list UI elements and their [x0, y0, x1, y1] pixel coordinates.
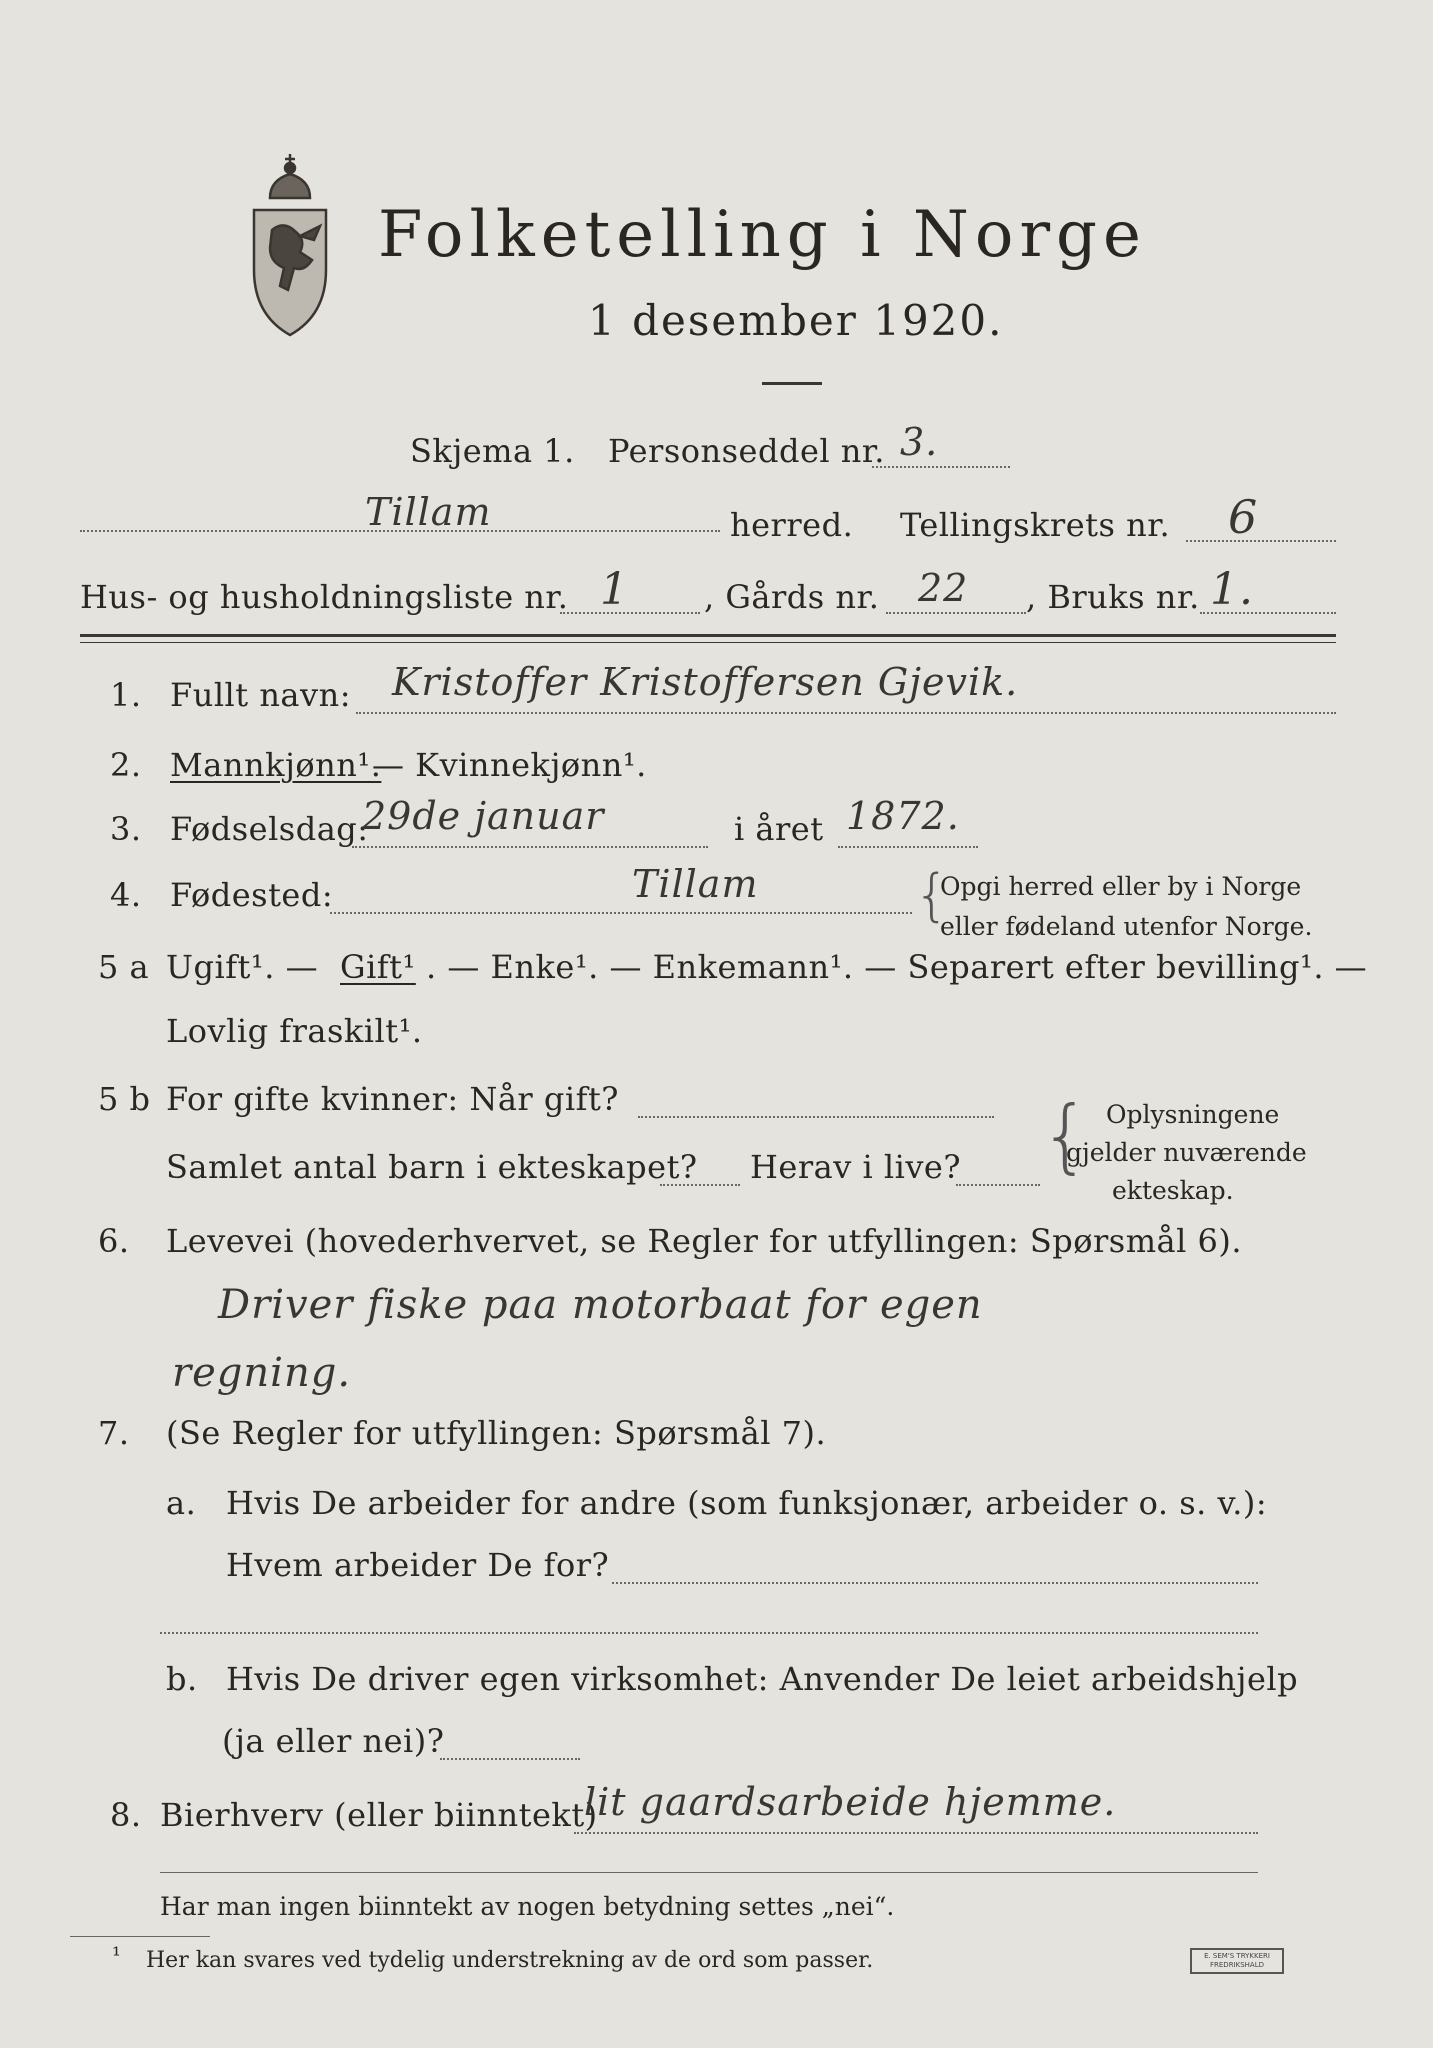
section-rule-bottom: [80, 642, 1336, 643]
q7a-employer-line2: [160, 1632, 1258, 1634]
gards-label: , Gårds nr.: [704, 578, 880, 616]
q5b-brace: {: [1040, 1089, 1091, 1182]
q7a-employer-label: Hvem arbeider De for?: [226, 1546, 610, 1584]
herred-label: herred.: [730, 506, 854, 544]
hus-label: Hus- og husholdningsliste nr.: [80, 578, 569, 616]
q4-line: [330, 912, 912, 914]
q2-number: 2.: [110, 746, 142, 784]
bleed-through-text: [520, 96, 528, 124]
q6-label: Levevei (hovederhvervet, se Regler for utfyllingen: Spørsmål 6).: [166, 1222, 1243, 1260]
hus-value: 1: [600, 564, 629, 615]
tellingskrets-value: 6: [1228, 490, 1259, 544]
footnote-mark: ¹: [112, 1944, 121, 1969]
skjema-label: Skjema 1.: [410, 432, 575, 470]
q7b-number: b.: [166, 1660, 198, 1698]
q3-year-line: [838, 846, 978, 848]
q4-note-line1: Opgi herred eller by i Norge: [940, 872, 1302, 901]
tellingskrets-line: [1186, 540, 1336, 542]
q4-note-line2: eller fødeland utenfor Norge.: [940, 912, 1313, 941]
q3-year-label: i året: [734, 810, 824, 848]
q4-label: Fødested:: [170, 876, 334, 914]
q5b-note-line2: gjelder nuværende: [1066, 1138, 1307, 1167]
q1-number: 1.: [110, 676, 142, 714]
q8-value: lit gaardsarbeide hjemme.: [584, 1780, 1117, 1824]
q7-number: 7.: [98, 1414, 130, 1452]
q5b-children-line: [660, 1184, 740, 1186]
q5a-other-options: . — Enke¹. — Enkemann¹. — Separert efter bevilling¹. —: [426, 948, 1368, 986]
q5a-ugift: Ugift¹. —: [166, 948, 319, 986]
tellingskrets-label: Tellingskrets nr.: [900, 506, 1171, 544]
q6-value-line1: Driver fiske paa motorbaat for egen: [218, 1282, 983, 1328]
footnote-rule: [70, 1936, 210, 1937]
personseddel-value: 3.: [900, 420, 939, 464]
form-title: Folketelling i Norge: [378, 198, 1147, 272]
q2-kvinnekjonn: — Kvinnekjønn¹.: [372, 746, 647, 784]
q4-number: 4.: [110, 876, 142, 914]
q7a-employer-line: [612, 1582, 1258, 1584]
q5b-when-married: For gifte kvinner: Når gift?: [166, 1080, 619, 1118]
gards-value: 22: [918, 566, 969, 610]
q5b-children-total: Samlet antal barn i ekteskapet?: [166, 1148, 698, 1186]
q5b-alive-line: [956, 1184, 1040, 1186]
q5b-note-line1: Oplysningene: [1106, 1100, 1280, 1129]
q7a-number: a.: [166, 1484, 197, 1522]
q1-value: Kristoffer Kristoffersen Gjevik.: [392, 660, 1019, 704]
q5b-when-line: [638, 1116, 994, 1118]
printer-stamp: [1190, 1948, 1284, 1974]
q3-number: 3.: [110, 810, 142, 848]
bruks-value: 1.: [1210, 564, 1254, 615]
q2-mannkjonn: Mannkjønn¹.: [170, 746, 382, 784]
printer-stamp-line1: E. SEM'S TRYKKERI: [1204, 1952, 1270, 1960]
q7b-yes-no-line: [440, 1758, 580, 1760]
q7b-label: Hvis De driver egen virksomhet: Anvender De leiet arbeidshjelp: [226, 1660, 1299, 1698]
personseddel-label: Personseddel nr.: [608, 432, 885, 470]
q4-brace: {: [914, 863, 950, 928]
q3-date-line: [352, 846, 708, 848]
q5b-note-line3: ekteskap.: [1112, 1176, 1234, 1205]
q7-label: (Se Regler for utfyllingen: Spørsmål 7).: [166, 1414, 827, 1452]
q3-value: 29de januar: [362, 794, 605, 838]
q5a-fraskilt: Lovlig fraskilt¹.: [166, 1012, 423, 1050]
bruks-label: , Bruks nr.: [1026, 578, 1200, 616]
q5b-number: 5 b: [98, 1080, 151, 1118]
q7a-label: Hvis De arbeider for andre (som funksjonær, arbeider o. s. v.):: [226, 1484, 1268, 1522]
q6-number: 6.: [98, 1222, 130, 1260]
footer-note: Har man ingen biinntekt av nogen betydning settes „nei“.: [160, 1892, 895, 1921]
q8-line: [574, 1832, 1258, 1834]
q8-label: Bierhverv (eller biinntekt): [160, 1796, 598, 1834]
q5b-alive-label: Herav i live?: [750, 1148, 962, 1186]
q1-line: [356, 712, 1336, 714]
herred-value: Tillam: [365, 490, 492, 534]
q1-label: Fullt navn:: [170, 676, 351, 714]
q3-year-value: 1872.: [846, 794, 960, 838]
coat-of-arms-icon: [240, 140, 340, 340]
footnote-text: Her kan svares ved tydelig understrekning av de ord som passer.: [146, 1948, 874, 1973]
section-rule-top: [80, 634, 1336, 637]
footer-rule: [160, 1872, 1258, 1873]
title-divider: [762, 382, 822, 385]
form-date: 1 desember 1920.: [588, 296, 1004, 345]
q5a-number: 5 a: [98, 948, 150, 986]
q4-value: Tillam: [632, 862, 759, 906]
q7b-yes-no-label: (ja eller nei)?: [222, 1722, 445, 1760]
hus-line: [560, 612, 700, 614]
q5a-gift: Gift¹: [340, 948, 416, 986]
personseddel-line: [872, 466, 1010, 468]
q6-value-line2: regning.: [172, 1350, 352, 1396]
q8-number: 8.: [110, 1796, 142, 1834]
printer-stamp-line2: FREDRIKSHALD: [1209, 1961, 1264, 1969]
q3-label: Fødselsdag:: [170, 810, 369, 848]
gards-line: [886, 612, 1026, 614]
